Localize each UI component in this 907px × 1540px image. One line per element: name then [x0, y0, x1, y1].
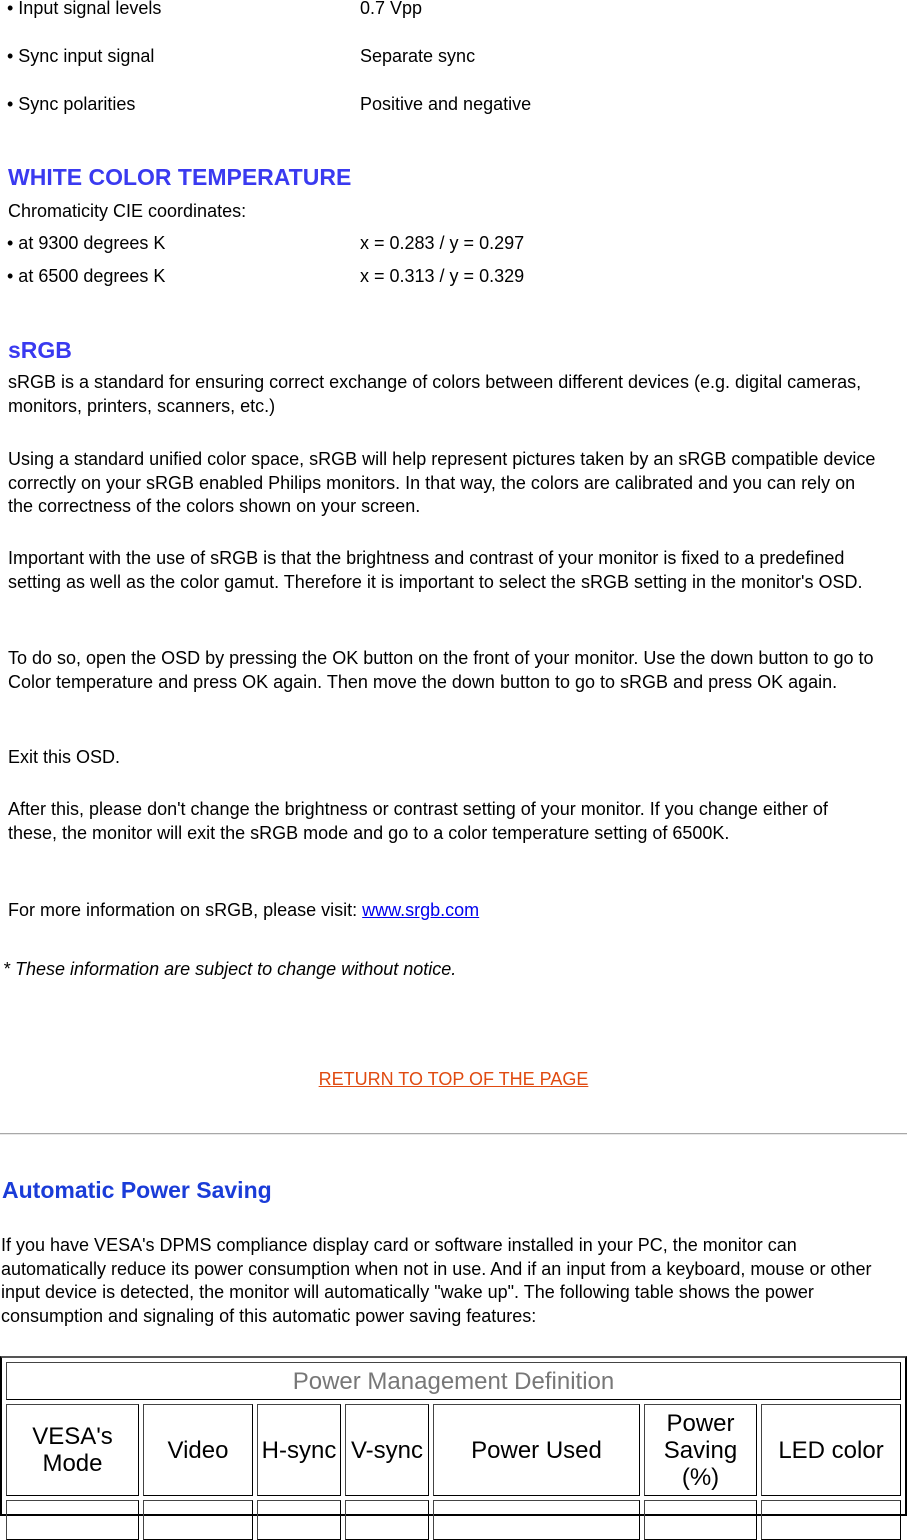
- spec-value-input-signal: 0.7 Vpp: [360, 0, 423, 18]
- srgb-paragraph-3: Important with the use of sRGB is that the brightness and contrast of your monitor is fixed to a predefined setting as well as the color gamut. Therefore it is important to select the sRGB setting in the monitor's OSD.: [8, 548, 863, 592]
- table-row-cell: [345, 1500, 429, 1540]
- power-management-table: [0, 1356, 907, 1516]
- col-header-vesa-mode: VESA's Mode: [6, 1404, 139, 1496]
- spec-value-sync-input: Separate sync: [360, 46, 476, 66]
- srgb-more-info: [8, 899, 878, 923]
- table-row-cell: [761, 1500, 901, 1540]
- col-header-power-used: Power Used: [433, 1404, 640, 1496]
- chromaticity-intro: Chromaticity CIE coordinates:: [8, 201, 247, 221]
- srgb-paragraph-2: Using a standard unified color space, sRGB will help represent pictures taken by an sRGB compatible device correctly on your sRGB enabled Philips monitors. In that way, the colors are calibrated and you can rely on the correctness of the colors shown on your screen.: [8, 449, 876, 516]
- table-caption: Power Management Definition: [6, 1362, 901, 1400]
- table-row-cell: [257, 1500, 341, 1540]
- srgb-paragraph-4: To do so, open the OSD by pressing the OK button on the front of your monitor. Use the down button to go to Color temperature and press OK again. Then move the down button to go to sRGB and press OK again.: [8, 648, 874, 692]
- temp-value-9300: x = 0.283 / y = 0.297: [360, 233, 525, 253]
- section-divider: [0, 1133, 907, 1135]
- col-header-v-sync: V-sync: [345, 1404, 429, 1496]
- col-header-h-sync: H-sync: [257, 1404, 341, 1496]
- table-row-cell: [143, 1500, 253, 1540]
- spec-label-sync-polarities: • Sync polarities: [7, 94, 136, 114]
- table-row-cell: [644, 1500, 757, 1540]
- spec-label-sync-input: • Sync input signal: [7, 46, 155, 66]
- srgb-paragraph-6: After this, please don't change the brightness or contrast setting of your monitor. If you change either of these, the monitor will exit the sRGB mode and go to a color temperature setting of 6500K.: [8, 799, 828, 843]
- spec-label-input-signal: • Input signal levels: [7, 0, 162, 18]
- return-to-top-link[interactable]: RETURN TO TOP OF THE PAGE: [318, 1069, 589, 1089]
- srgb-paragraph-1: sRGB is a standard for ensuring correct exchange of colors between different devices (e.g. digital cameras, monitors, printers, scanners, etc.): [8, 372, 862, 416]
- srgb-paragraph-5: Exit this OSD.: [8, 747, 121, 767]
- srgb-more-info-text: For more information on sRGB, please visit:: [8, 900, 363, 920]
- col-header-led-color: LED color: [761, 1404, 901, 1496]
- white-color-heading: WHITE COLOR TEMPERATURE: [8, 164, 352, 190]
- srgb-heading: sRGB: [8, 337, 72, 363]
- power-saving-heading: Automatic Power Saving: [2, 1177, 272, 1203]
- spec-value-sync-polarities: Positive and negative: [360, 94, 532, 114]
- table-row-cell: [433, 1500, 640, 1540]
- change-notice: * These information are subject to change without notice.: [3, 959, 457, 979]
- srgb-website-link[interactable]: www.srgb.com: [362, 900, 480, 920]
- temp-value-6500: x = 0.313 / y = 0.329: [360, 266, 525, 286]
- power-saving-paragraph: If you have VESA's DPMS compliance display card or software installed in your PC, the monitor can automatically reduce its power consumption when not in use. And if an input from a keyboard, mouse or other input device is detected, the monitor will automatically "wake up". The following table shows the power consumption and signaling of this automatic power saving features:: [1, 1235, 872, 1326]
- temp-label-9300: • at 9300 degrees K: [7, 233, 166, 253]
- col-header-power-saving: Power Saving (%): [644, 1404, 757, 1496]
- col-header-video: Video: [143, 1404, 253, 1496]
- temp-label-6500: • at 6500 degrees K: [7, 266, 166, 286]
- table-row-cell: [6, 1500, 139, 1540]
